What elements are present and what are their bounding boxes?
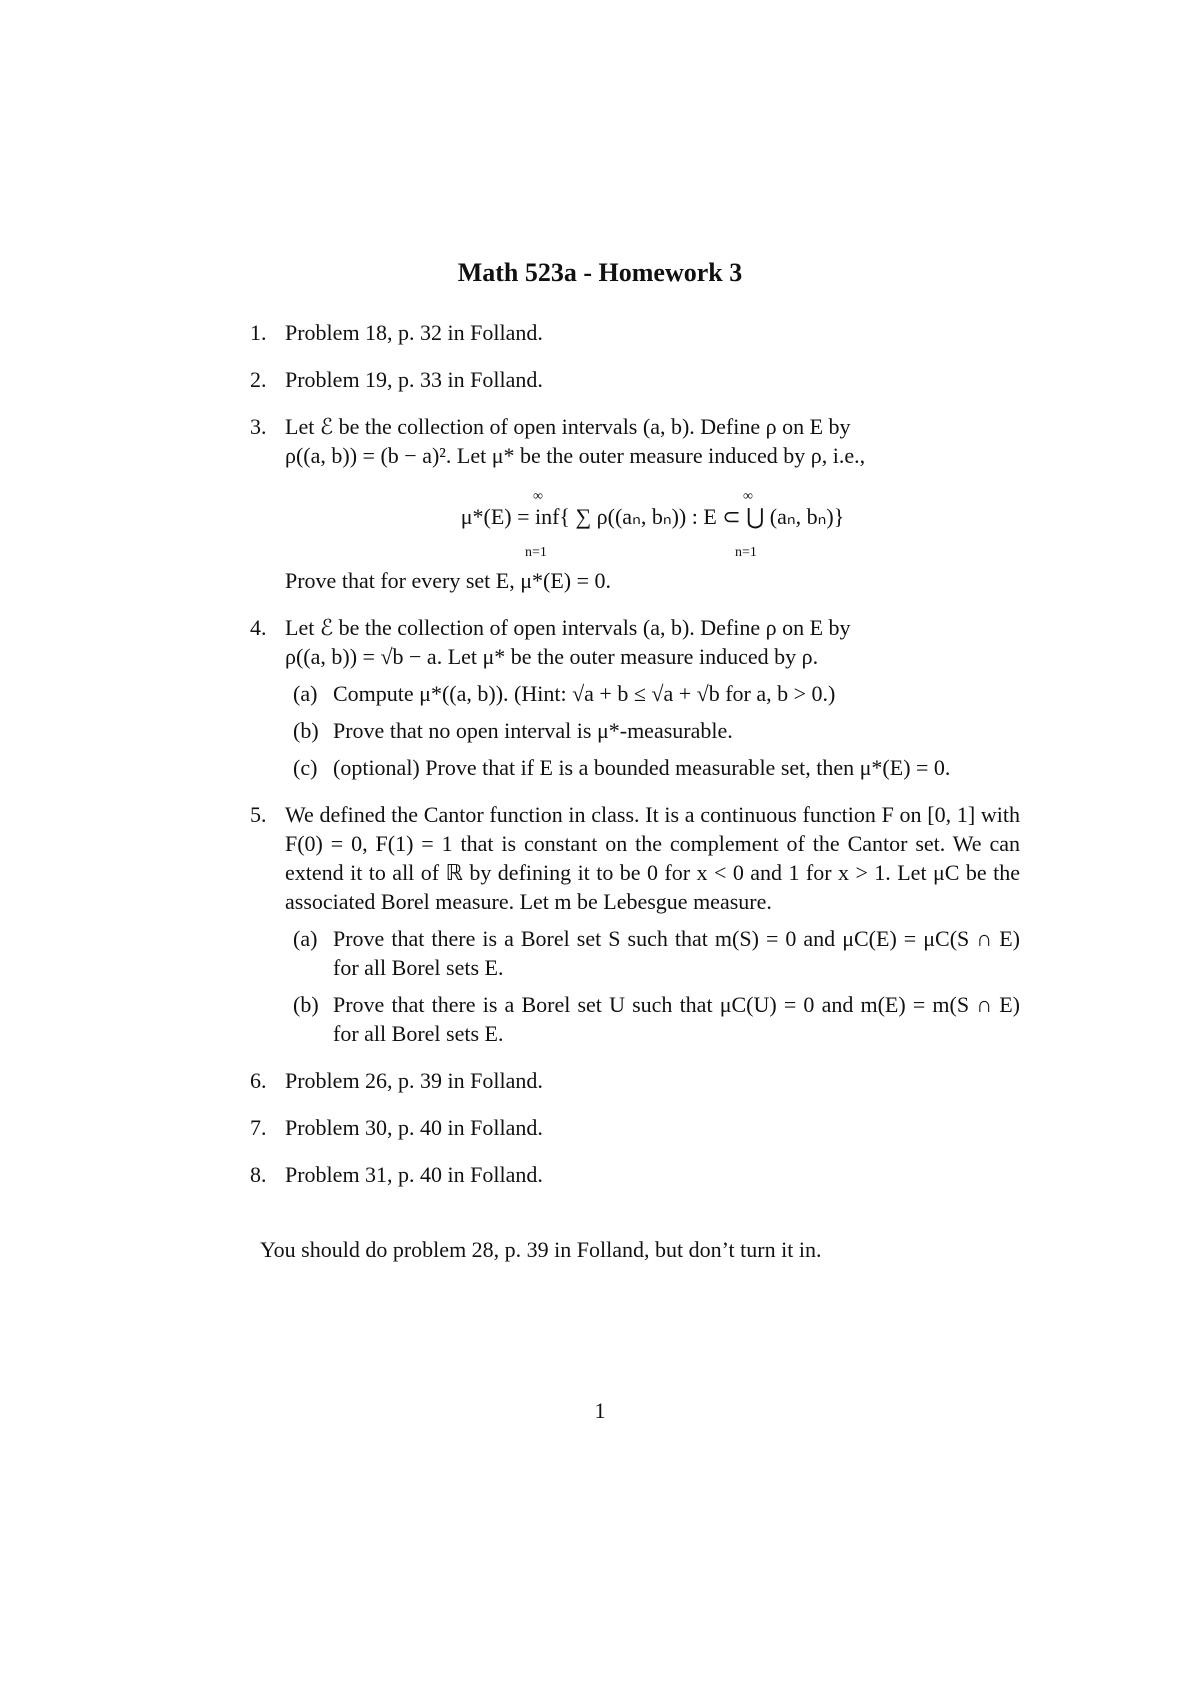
item-text-line: ρ((a, b)) = (b − a)². Let μ* be the outer measure induced by ρ, i.e., [285,443,866,468]
subproblem-text: Prove that there is a Borel set S such that m(S) = 0 and μC(E) = μC(S ∩ E) for all Borel sets E. [333,926,1020,980]
item-number: 3. [250,414,267,439]
item-text-line: ρ((a, b)) = √b − a. Let μ* be the outer measure induced by ρ. [285,644,819,669]
subproblem-label: (a) [293,926,318,951]
subproblem-label: (b) [293,992,319,1017]
subproblem-item [285,679,1020,708]
subproblem-item [285,716,1020,745]
subproblem-item [285,924,1020,982]
sum-lower-limit: n=1 [525,545,547,560]
subproblem-text: Compute μ*((a, b)). (Hint: √a + b ≤ √a + √b for a, b > 0.) [333,681,836,706]
page-title: Math 523a - Homework 3 [457,258,743,287]
item-text: Problem 19, p. 33 in Folland. [285,367,543,392]
problem-item [250,1066,1020,1095]
subproblem-text: Prove that no open interval is μ*-measurable. [333,718,733,743]
problem-item [250,1160,1020,1189]
item-text-line: Let ℰ be the collection of open intervals (a, b). Define ρ on E by [285,615,851,640]
problem-item [250,613,1020,782]
subproblem-label: (a) [293,681,318,706]
item-text: Problem 30, p. 40 in Folland. [285,1115,543,1140]
item-text: We defined the Cantor function in class. It is a continuous function F on [0, 1] with F(0) = 0, F(1) = 1 that is constant on the complement of the Cantor set. We can extend it to all of ℝ by defining it to be 0 for x < 0 and 1 for x > 1. Let μC be the associated Borel measure. Let m be Lebesgue measure. [285,802,1020,914]
subproblem-label: (c) [293,755,318,780]
item-number: 1. [250,320,267,345]
sum-upper-limit: ∞ [533,489,543,504]
item-text: Problem 18, p. 32 in Folland. [285,320,543,345]
problem-list [250,318,1020,1264]
item-number: 7. [250,1115,267,1140]
item-text: Problem 31, p. 40 in Folland. [285,1162,543,1187]
item-text: Problem 26, p. 39 in Folland. [285,1068,543,1093]
problem-item [250,412,1020,595]
subproblem-item [285,990,1020,1048]
display-equation [285,482,1020,560]
subproblem-item [285,753,1020,782]
problem-item [250,365,1020,394]
subproblem-text: Prove that there is a Borel set U such that μC(U) = 0 and m(E) = m(S ∩ E) for all Borel sets E. [333,992,1020,1046]
problem-item [250,1113,1020,1142]
problem-item [250,318,1020,347]
subproblem-label: (b) [293,718,319,743]
item-number: 6. [250,1068,267,1093]
page-number: 1 [594,1398,606,1423]
footer-note: You should do problem 28, p. 39 in Folland, but don’t turn it in. [260,1237,822,1262]
union-lower-limit: n=1 [735,545,757,560]
item-number: 2. [250,367,267,392]
item-number: 5. [250,802,267,827]
union-upper-limit: ∞ [743,489,753,504]
equation-text: μ*(E) = inf{ ∑ ρ((aₙ, bₙ)) : E ⊂ ⋃ (aₙ, bₙ)} [460,504,845,529]
item-number: 8. [250,1162,267,1187]
subproblem-text: (optional) Prove that if E is a bounded measurable set, then μ*(E) = 0. [333,755,951,780]
item-text-line: Prove that for every set E, μ*(E) = 0. [285,568,611,593]
item-number: 4. [250,615,267,640]
problem-item [250,800,1020,1048]
item-text-line: Let ℰ be the collection of open intervals (a, b). Define ρ on E by [285,414,851,439]
